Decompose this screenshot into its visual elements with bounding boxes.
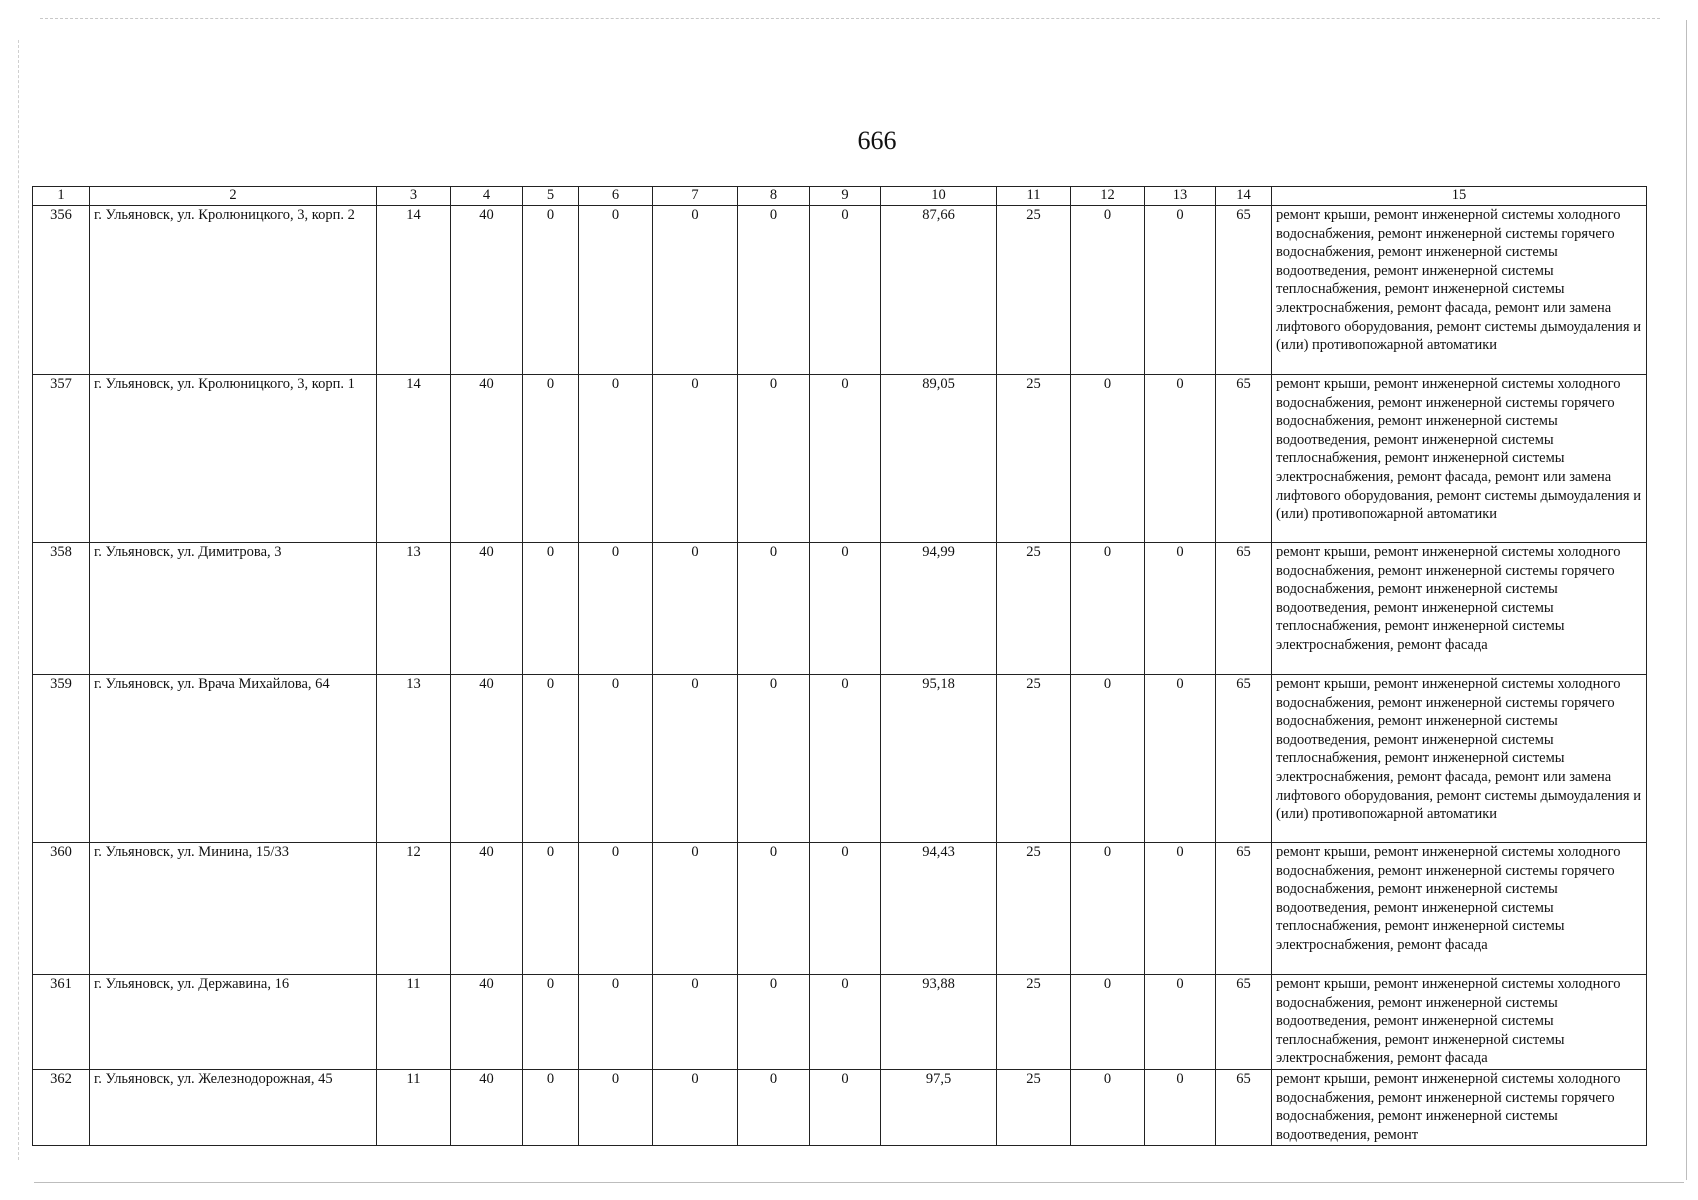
value-cell: 0 <box>523 206 579 375</box>
value-cell: 0 <box>1145 675 1216 843</box>
value-cell: 14 <box>377 375 451 543</box>
value-cell: 0 <box>810 543 881 675</box>
value-cell: 65 <box>1216 206 1272 375</box>
value-cell: 13 <box>377 675 451 843</box>
value-cell: 0 <box>653 843 738 975</box>
value-cell: 97,5 <box>881 1070 997 1146</box>
works-list-cell: ремонт крыши, ремонт инженерной системы холодного водоснабжения, ремонт инженерной системы горячего водоснабжения, ремонт инженерной системы водоотведения, ремонт инженерной системы теплоснабжения, ремонт инженерной системы электроснабжения, ремонт фасада, ремонт или замена лифтового оборудования, ремонт системы дымоудаления и (или) противопожарной автоматики <box>1272 375 1647 543</box>
value-cell: 0 <box>738 975 810 1070</box>
value-cell: 40 <box>451 1070 523 1146</box>
page-number: 666 <box>857 126 897 155</box>
value-cell: 65 <box>1216 975 1272 1070</box>
value-cell: 0 <box>579 375 653 543</box>
works-list-cell: ремонт крыши, ремонт инженерной системы холодного водоснабжения, ремонт инженерной системы горячего водоснабжения, ремонт инженерной системы водоотведения, ремонт <box>1272 1070 1647 1146</box>
value-cell: 0 <box>1145 975 1216 1070</box>
value-cell: 0 <box>738 375 810 543</box>
column-number-row <box>33 187 1647 206</box>
value-cell: 40 <box>451 375 523 543</box>
column-header: 4 <box>451 187 523 206</box>
row-number: 362 <box>33 1070 90 1146</box>
works-list-cell: ремонт крыши, ремонт инженерной системы холодного водоснабжения, ремонт инженерной системы горячего водоснабжения, ремонт инженерной системы водоотведения, ремонт инженерной системы теплоснабжения, ремонт инженерной системы электроснабжения, ремонт фасада, ремонт или замена лифтового оборудования, ремонт системы дымоудаления и (или) противопожарной автоматики <box>1272 675 1647 843</box>
value-cell: 0 <box>523 1070 579 1146</box>
row-number: 356 <box>33 206 90 375</box>
value-cell: 0 <box>523 543 579 675</box>
value-cell: 0 <box>523 675 579 843</box>
scan-border-top <box>40 18 1660 19</box>
value-cell: 94,99 <box>881 543 997 675</box>
row-number: 361 <box>33 975 90 1070</box>
value-cell: 11 <box>377 975 451 1070</box>
value-cell: 40 <box>451 206 523 375</box>
value-cell: 0 <box>738 843 810 975</box>
value-cell: 0 <box>579 543 653 675</box>
value-cell: 0 <box>1071 1070 1145 1146</box>
value-cell: 89,05 <box>881 375 997 543</box>
value-cell: 0 <box>653 675 738 843</box>
value-cell: 25 <box>997 843 1071 975</box>
column-header: 8 <box>738 187 810 206</box>
value-cell: 0 <box>810 675 881 843</box>
value-cell: 0 <box>653 206 738 375</box>
row-number: 358 <box>33 543 90 675</box>
column-header: 3 <box>377 187 451 206</box>
value-cell: 0 <box>810 843 881 975</box>
value-cell: 11 <box>377 1070 451 1146</box>
value-cell: 0 <box>738 543 810 675</box>
value-cell: 0 <box>738 675 810 843</box>
repair-register-table <box>32 186 1647 1146</box>
column-header: 9 <box>810 187 881 206</box>
value-cell: 0 <box>810 975 881 1070</box>
value-cell: 0 <box>1071 206 1145 375</box>
value-cell: 25 <box>997 375 1071 543</box>
table-row <box>33 206 1647 375</box>
value-cell: 14 <box>377 206 451 375</box>
table-row <box>33 375 1647 543</box>
value-cell: 0 <box>523 375 579 543</box>
value-cell: 65 <box>1216 843 1272 975</box>
address-cell: г. Ульяновск, ул. Врача Михайлова, 64 <box>90 675 377 843</box>
value-cell: 13 <box>377 543 451 675</box>
address-cell: г. Ульяновск, ул. Державина, 16 <box>90 975 377 1070</box>
value-cell: 0 <box>1071 375 1145 543</box>
value-cell: 0 <box>653 975 738 1070</box>
value-cell: 0 <box>1145 1070 1216 1146</box>
address-cell: г. Ульяновск, ул. Кролюницкого, 3, корп. 1 <box>90 375 377 543</box>
value-cell: 0 <box>810 206 881 375</box>
value-cell: 0 <box>1071 843 1145 975</box>
value-cell: 65 <box>1216 543 1272 675</box>
value-cell: 25 <box>997 206 1071 375</box>
column-header: 13 <box>1145 187 1216 206</box>
column-header: 5 <box>523 187 579 206</box>
column-header: 12 <box>1071 187 1145 206</box>
column-header: 1 <box>33 187 90 206</box>
value-cell: 25 <box>997 975 1071 1070</box>
table-row <box>33 543 1647 675</box>
value-cell: 0 <box>579 843 653 975</box>
column-header: 15 <box>1272 187 1647 206</box>
value-cell: 95,18 <box>881 675 997 843</box>
works-list-cell: ремонт крыши, ремонт инженерной системы холодного водоснабжения, ремонт инженерной системы горячего водоснабжения, ремонт инженерной системы водоотведения, ремонт инженерной системы теплоснабжения, ремонт инженерной системы электроснабжения, ремонт фасада <box>1272 843 1647 975</box>
scan-border-bottom <box>34 1182 1684 1183</box>
address-cell: г. Ульяновск, ул. Минина, 15/33 <box>90 843 377 975</box>
scan-border-right <box>1686 20 1687 1180</box>
value-cell: 40 <box>451 975 523 1070</box>
value-cell: 0 <box>1071 675 1145 843</box>
works-list-cell: ремонт крыши, ремонт инженерной системы холодного водоснабжения, ремонт инженерной системы водоотведения, ремонт инженерной системы теплоснабжения, ремонт инженерной системы электроснабжения, ремонт фасада <box>1272 975 1647 1070</box>
value-cell: 94,43 <box>881 843 997 975</box>
works-list-cell: ремонт крыши, ремонт инженерной системы холодного водоснабжения, ремонт инженерной системы горячего водоснабжения, ремонт инженерной системы водоотведения, ремонт инженерной системы теплоснабжения, ремонт инженерной системы электроснабжения, ремонт фасада <box>1272 543 1647 675</box>
table-row <box>33 843 1647 975</box>
address-cell: г. Ульяновск, ул. Железнодорожная, 45 <box>90 1070 377 1146</box>
value-cell: 0 <box>810 375 881 543</box>
value-cell: 0 <box>653 543 738 675</box>
address-cell: г. Ульяновск, ул. Димитрова, 3 <box>90 543 377 675</box>
column-header: 6 <box>579 187 653 206</box>
value-cell: 0 <box>1145 843 1216 975</box>
works-list-cell: ремонт крыши, ремонт инженерной системы холодного водоснабжения, ремонт инженерной системы горячего водоснабжения, ремонт инженерной системы водоотведения, ремонт инженерной системы теплоснабжения, ремонт инженерной системы электроснабжения, ремонт фасада, ремонт или замена лифтового оборудования, ремонт системы дымоудаления и (или) противопожарной автоматики <box>1272 206 1647 375</box>
table-row <box>33 1070 1647 1146</box>
column-header: 7 <box>653 187 738 206</box>
value-cell: 40 <box>451 843 523 975</box>
column-header: 11 <box>997 187 1071 206</box>
value-cell: 0 <box>1071 975 1145 1070</box>
value-cell: 0 <box>579 206 653 375</box>
value-cell: 93,88 <box>881 975 997 1070</box>
column-header: 2 <box>90 187 377 206</box>
column-header: 14 <box>1216 187 1272 206</box>
value-cell: 0 <box>579 675 653 843</box>
value-cell: 0 <box>579 1070 653 1146</box>
value-cell: 0 <box>579 975 653 1070</box>
value-cell: 25 <box>997 675 1071 843</box>
value-cell: 25 <box>997 543 1071 675</box>
table-row <box>33 975 1647 1070</box>
row-number: 357 <box>33 375 90 543</box>
value-cell: 65 <box>1216 375 1272 543</box>
value-cell: 0 <box>738 206 810 375</box>
scan-border-left <box>18 40 19 1160</box>
value-cell: 0 <box>1145 543 1216 675</box>
row-number: 359 <box>33 675 90 843</box>
value-cell: 0 <box>653 1070 738 1146</box>
value-cell: 0 <box>810 1070 881 1146</box>
row-number: 360 <box>33 843 90 975</box>
value-cell: 12 <box>377 843 451 975</box>
value-cell: 0 <box>1071 543 1145 675</box>
address-cell: г. Ульяновск, ул. Кролюницкого, 3, корп. 2 <box>90 206 377 375</box>
value-cell: 65 <box>1216 1070 1272 1146</box>
value-cell: 65 <box>1216 675 1272 843</box>
value-cell: 0 <box>653 375 738 543</box>
value-cell: 25 <box>997 1070 1071 1146</box>
value-cell: 0 <box>738 1070 810 1146</box>
column-header: 10 <box>881 187 997 206</box>
value-cell: 0 <box>523 843 579 975</box>
value-cell: 87,66 <box>881 206 997 375</box>
value-cell: 0 <box>1145 206 1216 375</box>
table-row <box>33 675 1647 843</box>
value-cell: 40 <box>451 675 523 843</box>
value-cell: 0 <box>1145 375 1216 543</box>
value-cell: 0 <box>523 975 579 1070</box>
value-cell: 40 <box>451 543 523 675</box>
